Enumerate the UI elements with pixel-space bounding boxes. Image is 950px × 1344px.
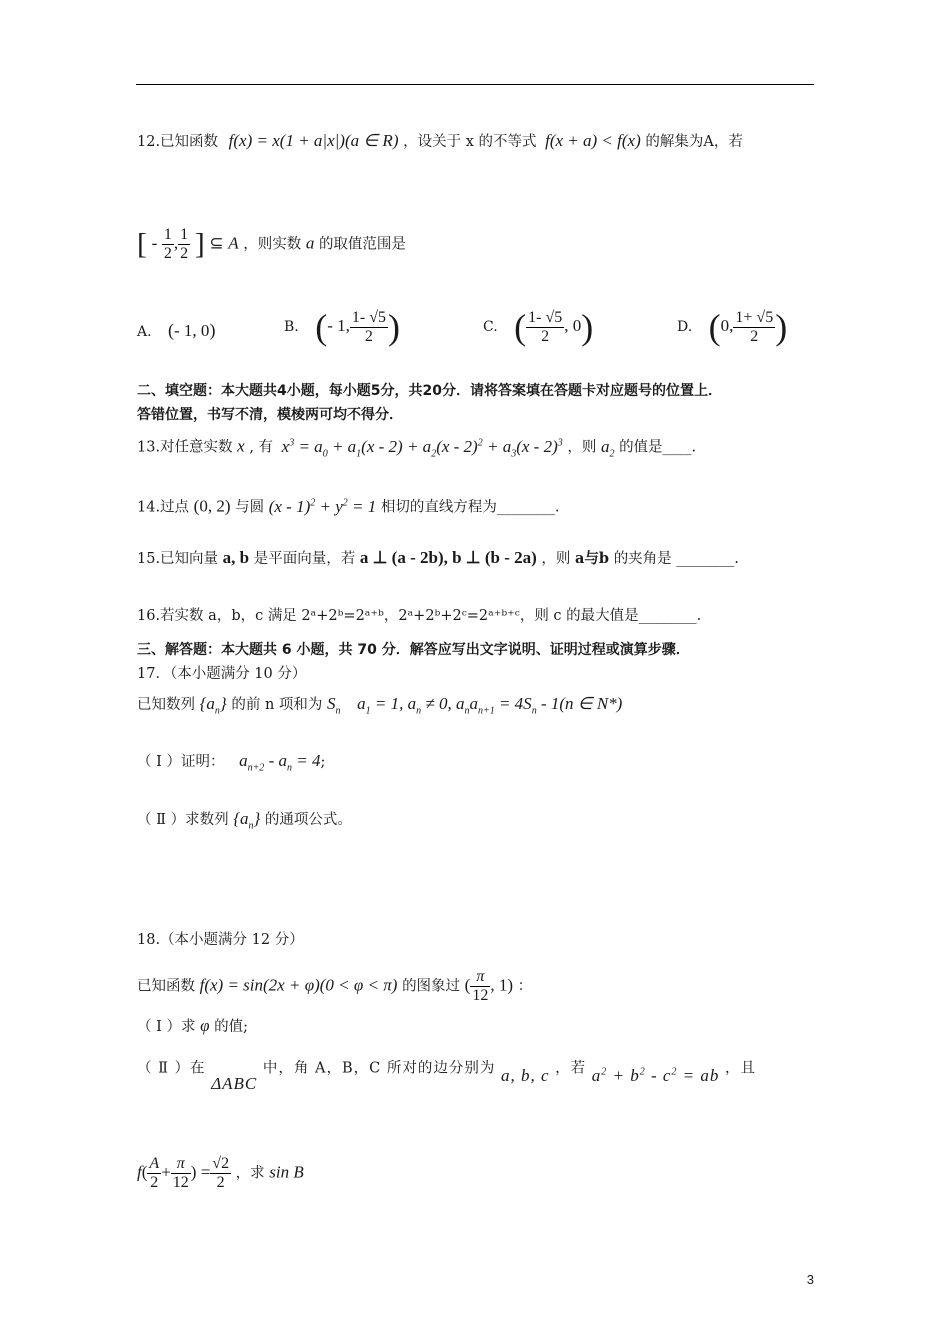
- q12-formula2: f(x + a) < f(x): [545, 131, 641, 150]
- q17-stem: 已知数列 $\{a_n\}$ 的前 n 项和为 $S_n$ $a_1 = 1$, $a_n \ne 0$, $a_na_{n+1} = 4S_n - 1(n$ ∈ N*): [137, 694, 623, 717]
- q18-header: 18.（本小题满分 12 分）: [137, 932, 304, 948]
- q12-var-a: a: [305, 233, 315, 253]
- q16: 16.若实数 a，b，c 满足 2ᵃ+2ᵇ=2ᵃ⁺ᵇ，2ᵃ+2ᵇ+2ᶜ=2ᵃ⁺ᵇ⁺ᶜ，则 c 的最大值是________.: [137, 608, 702, 624]
- q12-line2-text: ，则实数: [243, 236, 302, 253]
- q12-option-b: B. (- 1, $\frac{1- √5}{2}$ ): [284, 307, 400, 347]
- q15: 15.已知向量 a, b 是平面向量，若 a ⊥ (a - 2b), b ⊥ (b - 2a) ，则 a与b 的夹角是 ________.: [137, 548, 739, 567]
- q18-part2: （ Ⅱ ）在 ΔABC 中，角 A，B，C 所对的边分别为 a, b, c ，若 $a^2 + b^2 - c^2$ = ab ，且: [137, 1060, 757, 1093]
- q12-post: 的解集为A，若: [645, 134, 743, 150]
- section2-line2: 答错位置，书写不清，模棱两可均不得分．: [137, 407, 403, 423]
- q18-stem: 已知函数 f(x) = sin(2x + φ)(0 < φ < π) 的图象过 ( $\frac{\pi}{12}$ , 1) ：: [137, 968, 533, 1004]
- q12-mid: ，设关于 x 的不等式: [403, 134, 537, 150]
- q18-part2-line2: f( $\frac{A}{2}$ + $\frac{\pi}{12}$ ) = $\frac{√2}{2}$ ，求 sin B: [137, 1155, 304, 1191]
- q12-pre: 12.已知函数: [137, 134, 219, 150]
- q12-line2: [ - $\frac{1}{2}$ , $\frac{1}{2}$ ] ⊆ A ，则实数 a 的取值范围是: [137, 226, 406, 262]
- page-number: 3: [806, 1272, 814, 1287]
- q13: 13.对任意实数 x , 有 $x^3 = a_0 + a_1(x - 2) + a_2(x - 2)^2 + a_3(x - 2)^3$ ，则 $a_2$ 的值是____.: [137, 436, 697, 460]
- q12-formula1: f(x) = x(1 + a|x|)(a ∈ R): [228, 131, 399, 150]
- q12-option-d: D. (0, $\frac{1+ √5}{2}$ ): [677, 307, 788, 347]
- section2-heading: 二、填空题：本大题共4小题，每小题5分，共20分．请将答案填在答题卡对应题号的位置上．: [137, 383, 722, 399]
- q12-line1: [137, 131, 743, 152]
- q12-line2-tail: 的取值范围是: [318, 236, 406, 253]
- q17-header: 17．（本小题满分 10 分）: [137, 666, 307, 682]
- q14: 14.过点 (0, 2) 与圆 $(x - 1)^2 + y^2 = 1$ 相切的直线方程为________.: [137, 496, 560, 516]
- header-rule: [136, 84, 814, 85]
- section3-heading: 三、解答题：本大题共 6 小题，共 70 分．解答应写出文字说明、证明过程或演算步骤．: [137, 642, 690, 658]
- q18-part1: （ Ⅰ ）求 φ 的值;: [137, 1016, 248, 1035]
- q17-part1: （ Ⅰ ）证明： $a_{n+2} - a_n = 4$;: [137, 751, 326, 774]
- q17-part2: （ Ⅱ ）求数列 $\{a_n\}$ 的通项公式。: [137, 809, 352, 832]
- q12-option-c: C. ( $\frac{1- √5}{2}$ , 0): [483, 307, 594, 347]
- q12-option-a: A. (- 1, 0): [137, 320, 216, 340]
